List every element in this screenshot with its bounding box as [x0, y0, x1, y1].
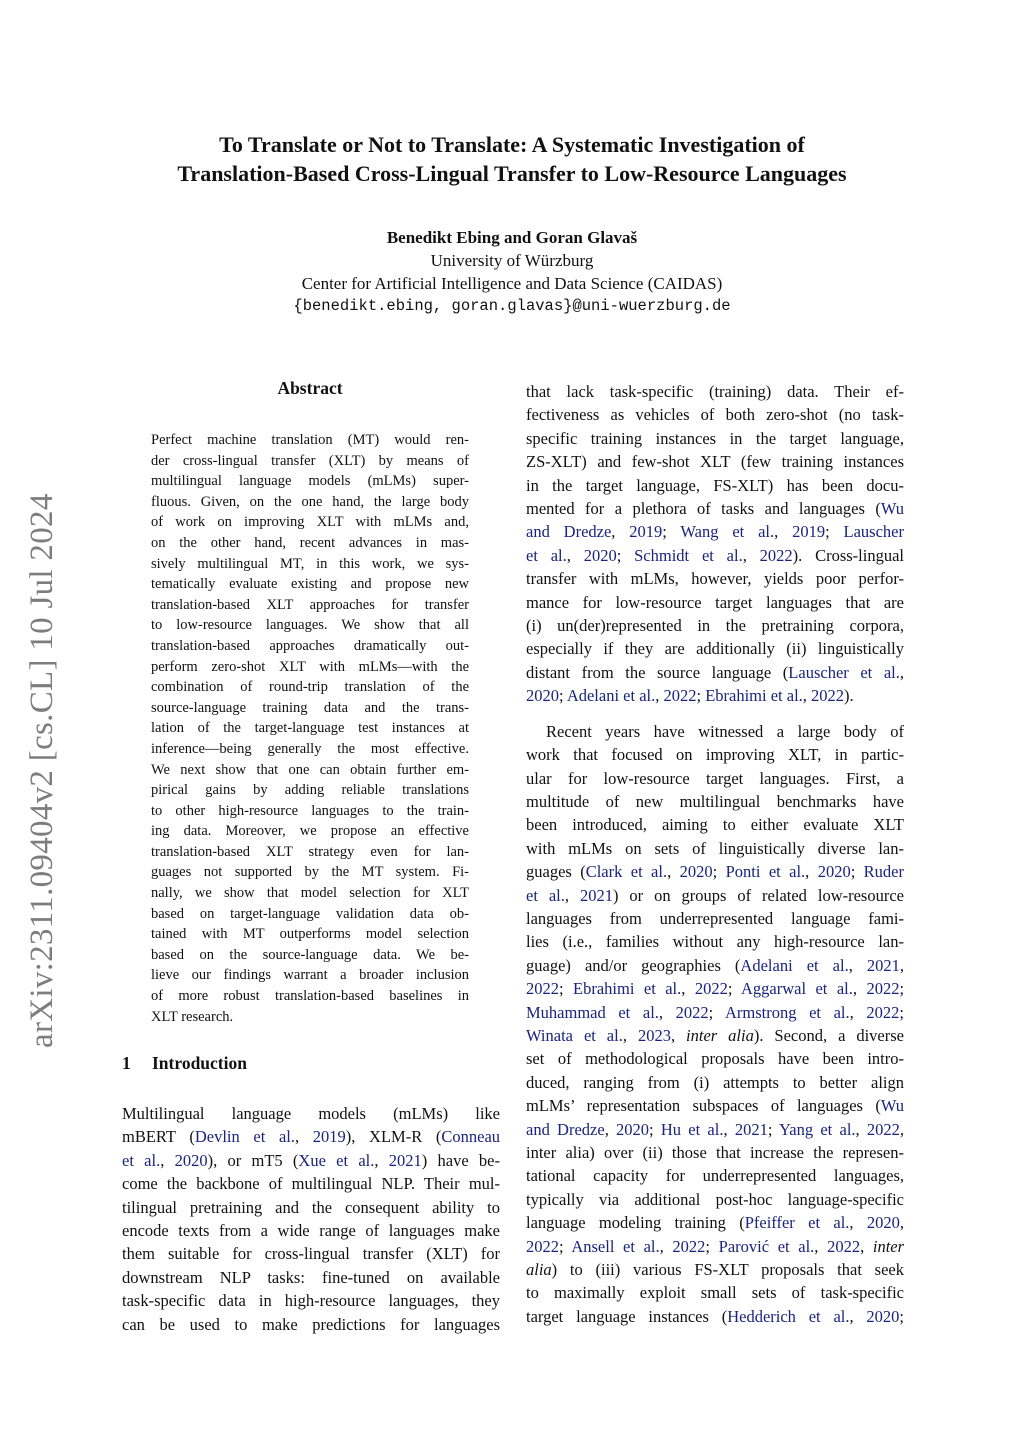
text-line: task-specific data in high-resource languages, they — [122, 1291, 500, 1311]
text-line: been introduced, aiming to either evaluate XLT — [526, 815, 904, 835]
affiliation-center: Center for Artificial Intelligence and Data Science (CAIDAS) — [301, 274, 723, 293]
text-line: typically via additional post-hoc language-specific — [526, 1189, 904, 1209]
text-line: Muhammad et al., 2022; Armstrong et al., 2022; — [526, 1002, 904, 1022]
text-line: mented for a plethora of tasks and languages (Wu — [526, 499, 904, 519]
text-line: transfer with mLMs, however, yields poor perfor- — [526, 569, 904, 589]
citation-link[interactable]: Devlin et al. — [194, 1127, 295, 1147]
citation-link[interactable]: et al. — [122, 1150, 161, 1170]
citation-link[interactable]: 2022 — [866, 979, 900, 999]
text-line: ZS-XLT) and few-shot XLT (few training instances — [526, 452, 904, 472]
text-line: 2020; Adelani et al., 2022; Ebrahimi et al., 2022). — [526, 686, 854, 706]
text-line: inter alia) over (ii) those that increase the represen- — [526, 1143, 904, 1162]
title-line: To Translate or Not to Translate: A Systematic Investigation of — [219, 132, 805, 157]
text-line: duced, ranging from (i) attempts to better align — [526, 1072, 904, 1092]
citation-link[interactable]: 2021 — [734, 1119, 768, 1139]
abstract-line: der cross-lingual transfer (XLT) by means of — [151, 452, 469, 469]
right-column-text — [526, 380, 904, 1328]
citation-link[interactable]: 2020 — [817, 862, 851, 882]
abstract-line: translation-based XLT approaches for transfer — [151, 596, 469, 613]
abstract-line: lation of the target-language test instances at — [151, 720, 469, 737]
abstract-line: of more robust translation-based baselines in — [151, 988, 469, 1005]
citation-link[interactable]: 2019 — [792, 522, 826, 542]
text-line: mance for low-resource target languages that are — [526, 592, 904, 612]
citation-link[interactable]: Aggarwal et al. — [740, 979, 853, 999]
citation-link[interactable]: 2022 — [672, 1236, 706, 1256]
citation-link[interactable]: Ponti et al. — [725, 862, 806, 882]
affiliation-university: University of Würzburg — [430, 251, 594, 270]
abstract-line: inference—being generally the most effective. — [151, 740, 469, 757]
text-line: mBERT (Devlin et al., 2019), XLM-R (Conneau — [122, 1127, 501, 1147]
citation-link[interactable]: 2020 — [866, 1213, 900, 1233]
paper-title — [0, 130, 1024, 188]
abstract-line: combination of round-trip translation of the — [151, 679, 469, 696]
left-column-text — [122, 1102, 500, 1336]
abstract-line: We next show that one can obtain further em- — [151, 761, 469, 778]
citation-link[interactable]: 2021 — [866, 955, 900, 975]
text-line: Winata et al., 2023, inter alia). Second, a diverse — [526, 1025, 904, 1045]
abstract-line: sively multilingual MT, in this work, we sys- — [151, 555, 469, 572]
text-line: and Dredze, 2020; Hu et al., 2021; Yang et al., 2022, — [526, 1119, 905, 1139]
right-paragraph-2 — [526, 720, 904, 1329]
abstract-line: lieve our findings warrant a broader inclusion — [151, 967, 469, 984]
citation-link[interactable]: 2021 — [579, 885, 613, 905]
text-line: especially if they are additionally (ii) linguistically — [526, 639, 904, 659]
citation-link[interactable]: 2021 — [388, 1150, 422, 1170]
citation-link[interactable]: Hu et al. — [660, 1119, 724, 1139]
abstract-line: to low-resource languages. We show that all — [151, 617, 469, 634]
citation-link[interactable]: Conneau — [441, 1127, 501, 1147]
abstract-body — [151, 430, 469, 1027]
text-line: tational capacity for underrepresented languages, — [526, 1166, 904, 1186]
text-line: downstream NLP tasks: fine-tuned on available — [122, 1267, 500, 1287]
section-number: 1 — [122, 1053, 131, 1073]
abstract-line: ing data. Moreover, we propose an effective — [151, 823, 469, 840]
abstract-line: source-language training data and the trans- — [151, 699, 469, 716]
citation-link[interactable]: 2022 — [811, 686, 845, 706]
abstract-line: pirical gains by adding reliable translations — [151, 782, 469, 799]
text-line: Multilingual language models (mLMs) like — [122, 1104, 500, 1123]
text-line: specific training instances in the target language, — [526, 428, 904, 448]
text-line: alia) to (iii) various FS-XLT proposals that seek — [526, 1260, 904, 1280]
text-line: come the backbone of multilingual NLP. Their mul- — [122, 1174, 500, 1194]
abstract-line: translation-based XLT strategy even for lan- — [151, 843, 469, 860]
text-line: 2022; Ebrahimi et al., 2022; Aggarwal et al., 2022; — [526, 979, 905, 999]
citation-link[interactable]: et al. — [526, 545, 567, 565]
citation-link[interactable]: 2022 — [675, 1002, 709, 1022]
author-emails: {benedikt.ebing, goran.glavas}@uni-wuerzburg.de — [293, 297, 731, 315]
citation-link[interactable]: 2020 — [616, 1119, 650, 1139]
text-line: 2022; Ansell et al., 2022; Parović et al., 2022, inter — [526, 1236, 905, 1256]
citation-link[interactable]: Ebrahimi et al. — [705, 686, 803, 706]
citation-link[interactable]: Wu — [880, 499, 904, 519]
text-line: guage) and/or geographies (Adelani et al., 2021, — [526, 955, 905, 975]
abstract-line: guages not supported by the MT system. Fi- — [151, 864, 469, 881]
citation-link[interactable]: Wu — [880, 1096, 904, 1116]
text-line: set of methodological proposals have been intro- — [526, 1049, 904, 1069]
citation-link[interactable]: Adelani et al. — [566, 686, 656, 706]
citation-link[interactable]: 2022 — [759, 545, 793, 565]
text-line: target language instances (Hedderich et al., 2020; — [526, 1306, 905, 1326]
abstract-line: to other high-resource languages to the train- — [151, 802, 469, 819]
citation-link[interactable]: 2020 — [583, 545, 617, 565]
text-line: with mLMs on sets of linguistically diverse lan- — [526, 838, 904, 858]
text-line: fectiveness as vehicles of both zero-shot (no task- — [526, 405, 904, 425]
citation-link[interactable]: 2020 — [866, 1306, 900, 1326]
abstract-heading: Abstract — [277, 378, 343, 398]
abstract-line: tained with MT outperforms model selection — [151, 926, 469, 943]
citation-link[interactable]: Wang et al. — [680, 522, 775, 542]
citation-link[interactable]: and Dredze — [526, 1119, 605, 1139]
text-line: that lack task-specific (training) data. Their ef- — [526, 382, 904, 401]
text-line: in the target language, FS-XLT) has been docu- — [526, 475, 904, 495]
citation-link[interactable]: Adelani et al. — [740, 955, 849, 975]
citation-link[interactable]: Schmidt et al. — [634, 545, 743, 565]
arxiv-identifier: arXiv:2311.09404v2 [cs.CL] 10 Jul 2024 — [24, 493, 60, 1048]
citation-link[interactable]: Armstrong et al. — [724, 1002, 850, 1022]
text-line: language modeling training (Pfeiffer et al., 2020, — [526, 1213, 905, 1233]
text-line: encode texts from a wide range of languages make — [122, 1221, 500, 1241]
text-line: multitude of new multilingual benchmarks have — [526, 791, 904, 811]
citation-link[interactable]: et al. — [526, 885, 565, 905]
citation-link[interactable]: Ansell et al. — [571, 1236, 660, 1256]
citation-link[interactable]: Clark et al. — [585, 862, 668, 882]
text-line: (i) un(der)represented in the pretraining corpora, — [526, 616, 904, 636]
citation-link[interactable]: Muhammad et al. — [526, 1002, 659, 1022]
citation-link[interactable]: Lauscher et al. — [788, 662, 900, 682]
author-names: Benedikt Ebing and Goran Glavaš — [386, 228, 638, 247]
abstract-line: XLT research. — [151, 1008, 234, 1025]
citation-link[interactable]: 2020 — [526, 686, 559, 706]
citation-link[interactable]: Pfeiffer et al. — [744, 1213, 850, 1233]
text-line: tilingual pretraining and the consequent ability to — [122, 1197, 500, 1217]
citation-link[interactable]: 2022 — [526, 1236, 559, 1256]
citation-link[interactable]: 2022 — [866, 1119, 900, 1139]
text-line: work that focused on improving XLT, in partic- — [526, 745, 904, 765]
citation-link[interactable]: 2019 — [629, 522, 663, 542]
text-line: et al., 2021) or on groups of related low-resource — [526, 885, 904, 905]
abstract-line: on the other hand, recent advances in mas- — [151, 534, 469, 551]
citation-link[interactable]: Parović et al. — [718, 1236, 815, 1256]
citation-link[interactable]: 2019 — [312, 1127, 346, 1147]
italic-text: inter — [872, 1236, 905, 1256]
citation-link[interactable]: 2020 — [679, 862, 713, 882]
text-line: lies (i.e., families without any high-resource lan- — [526, 932, 904, 952]
abstract-line: based on target-language validation data ob- — [151, 905, 469, 922]
citation-link[interactable]: Xue et al. — [298, 1150, 375, 1170]
abstract-line: Perfect machine translation (MT) would ren- — [151, 432, 469, 448]
citation-link[interactable]: and Dredze — [526, 522, 612, 542]
text-line: can be used to make predictions for languages — [122, 1314, 500, 1334]
text-line: to maximally exploit small sets of task-specific — [526, 1283, 904, 1303]
citation-link[interactable]: Hedderich et al. — [727, 1306, 850, 1326]
abstract-line: tematically evaluate existing and propose new — [151, 576, 469, 593]
right-paragraph-1 — [526, 380, 904, 708]
text-line: mLMs’ representation subspaces of languages (Wu — [526, 1096, 904, 1116]
text-line: them suitable for cross-lingual transfer (XLT) for — [122, 1244, 500, 1264]
abstract-line: translation-based approaches dramatically out- — [151, 637, 469, 654]
section-heading — [122, 1053, 498, 1074]
author-block — [0, 226, 1024, 318]
citation-link[interactable]: Yang et al. — [779, 1119, 856, 1139]
italic-text: inter alia — [686, 1025, 754, 1045]
abstract-line: multilingual language models (mLMs) super- — [151, 473, 469, 490]
abstract-line: fluous. Given, on the one hand, the large body — [151, 493, 469, 510]
abstract-line: nally, we show that model selection for XLT — [151, 885, 469, 902]
text-line: Recent years have witnessed a large body of — [546, 721, 904, 741]
text-line: languages from underrepresented language fami- — [526, 908, 904, 928]
citation-link[interactable]: 2023 — [637, 1025, 671, 1045]
abstract-line: of work on improving XLT with mLMs and, — [151, 514, 469, 531]
abstract-line: perform zero-shot XLT with mLMs—with the — [151, 658, 469, 675]
abstract-line: based on the source-language data. We be- — [151, 946, 469, 963]
citation-link[interactable]: 2022 — [827, 1236, 861, 1256]
text-line: guages (Clark et al., 2020; Ponti et al., 2020; Ruder — [526, 862, 904, 882]
text-line: et al., 2020), or mT5 (Xue et al., 2021) have be- — [122, 1150, 500, 1170]
citation-link[interactable]: 2020 — [174, 1150, 208, 1170]
citation-link[interactable]: Ruder — [863, 862, 904, 882]
citation-link[interactable]: Ebrahimi et al. — [573, 979, 682, 999]
citation-link[interactable]: 2022 — [663, 686, 697, 706]
text-line: et al., 2020; Schmidt et al., 2022). Cross-lingual — [526, 545, 905, 565]
citation-link[interactable]: Lauscher — [843, 522, 904, 542]
citation-link[interactable]: 2022 — [526, 979, 559, 999]
text-line: distant from the source language (Lauscher et al., — [526, 662, 905, 682]
citation-link[interactable]: 2022 — [866, 1002, 900, 1022]
text-line: ular for low-resource target languages. First, a — [526, 768, 904, 788]
italic-text: alia — [526, 1260, 552, 1280]
section-title: Introduction — [152, 1053, 247, 1073]
citation-link[interactable]: Winata et al. — [526, 1025, 623, 1045]
text-line: and Dredze, 2019; Wang et al., 2019; Lauscher — [526, 522, 904, 542]
citation-link[interactable]: 2022 — [694, 979, 728, 999]
title-line: Translation-Based Cross-Lingual Transfer to Low-Resource Languages — [177, 161, 847, 186]
